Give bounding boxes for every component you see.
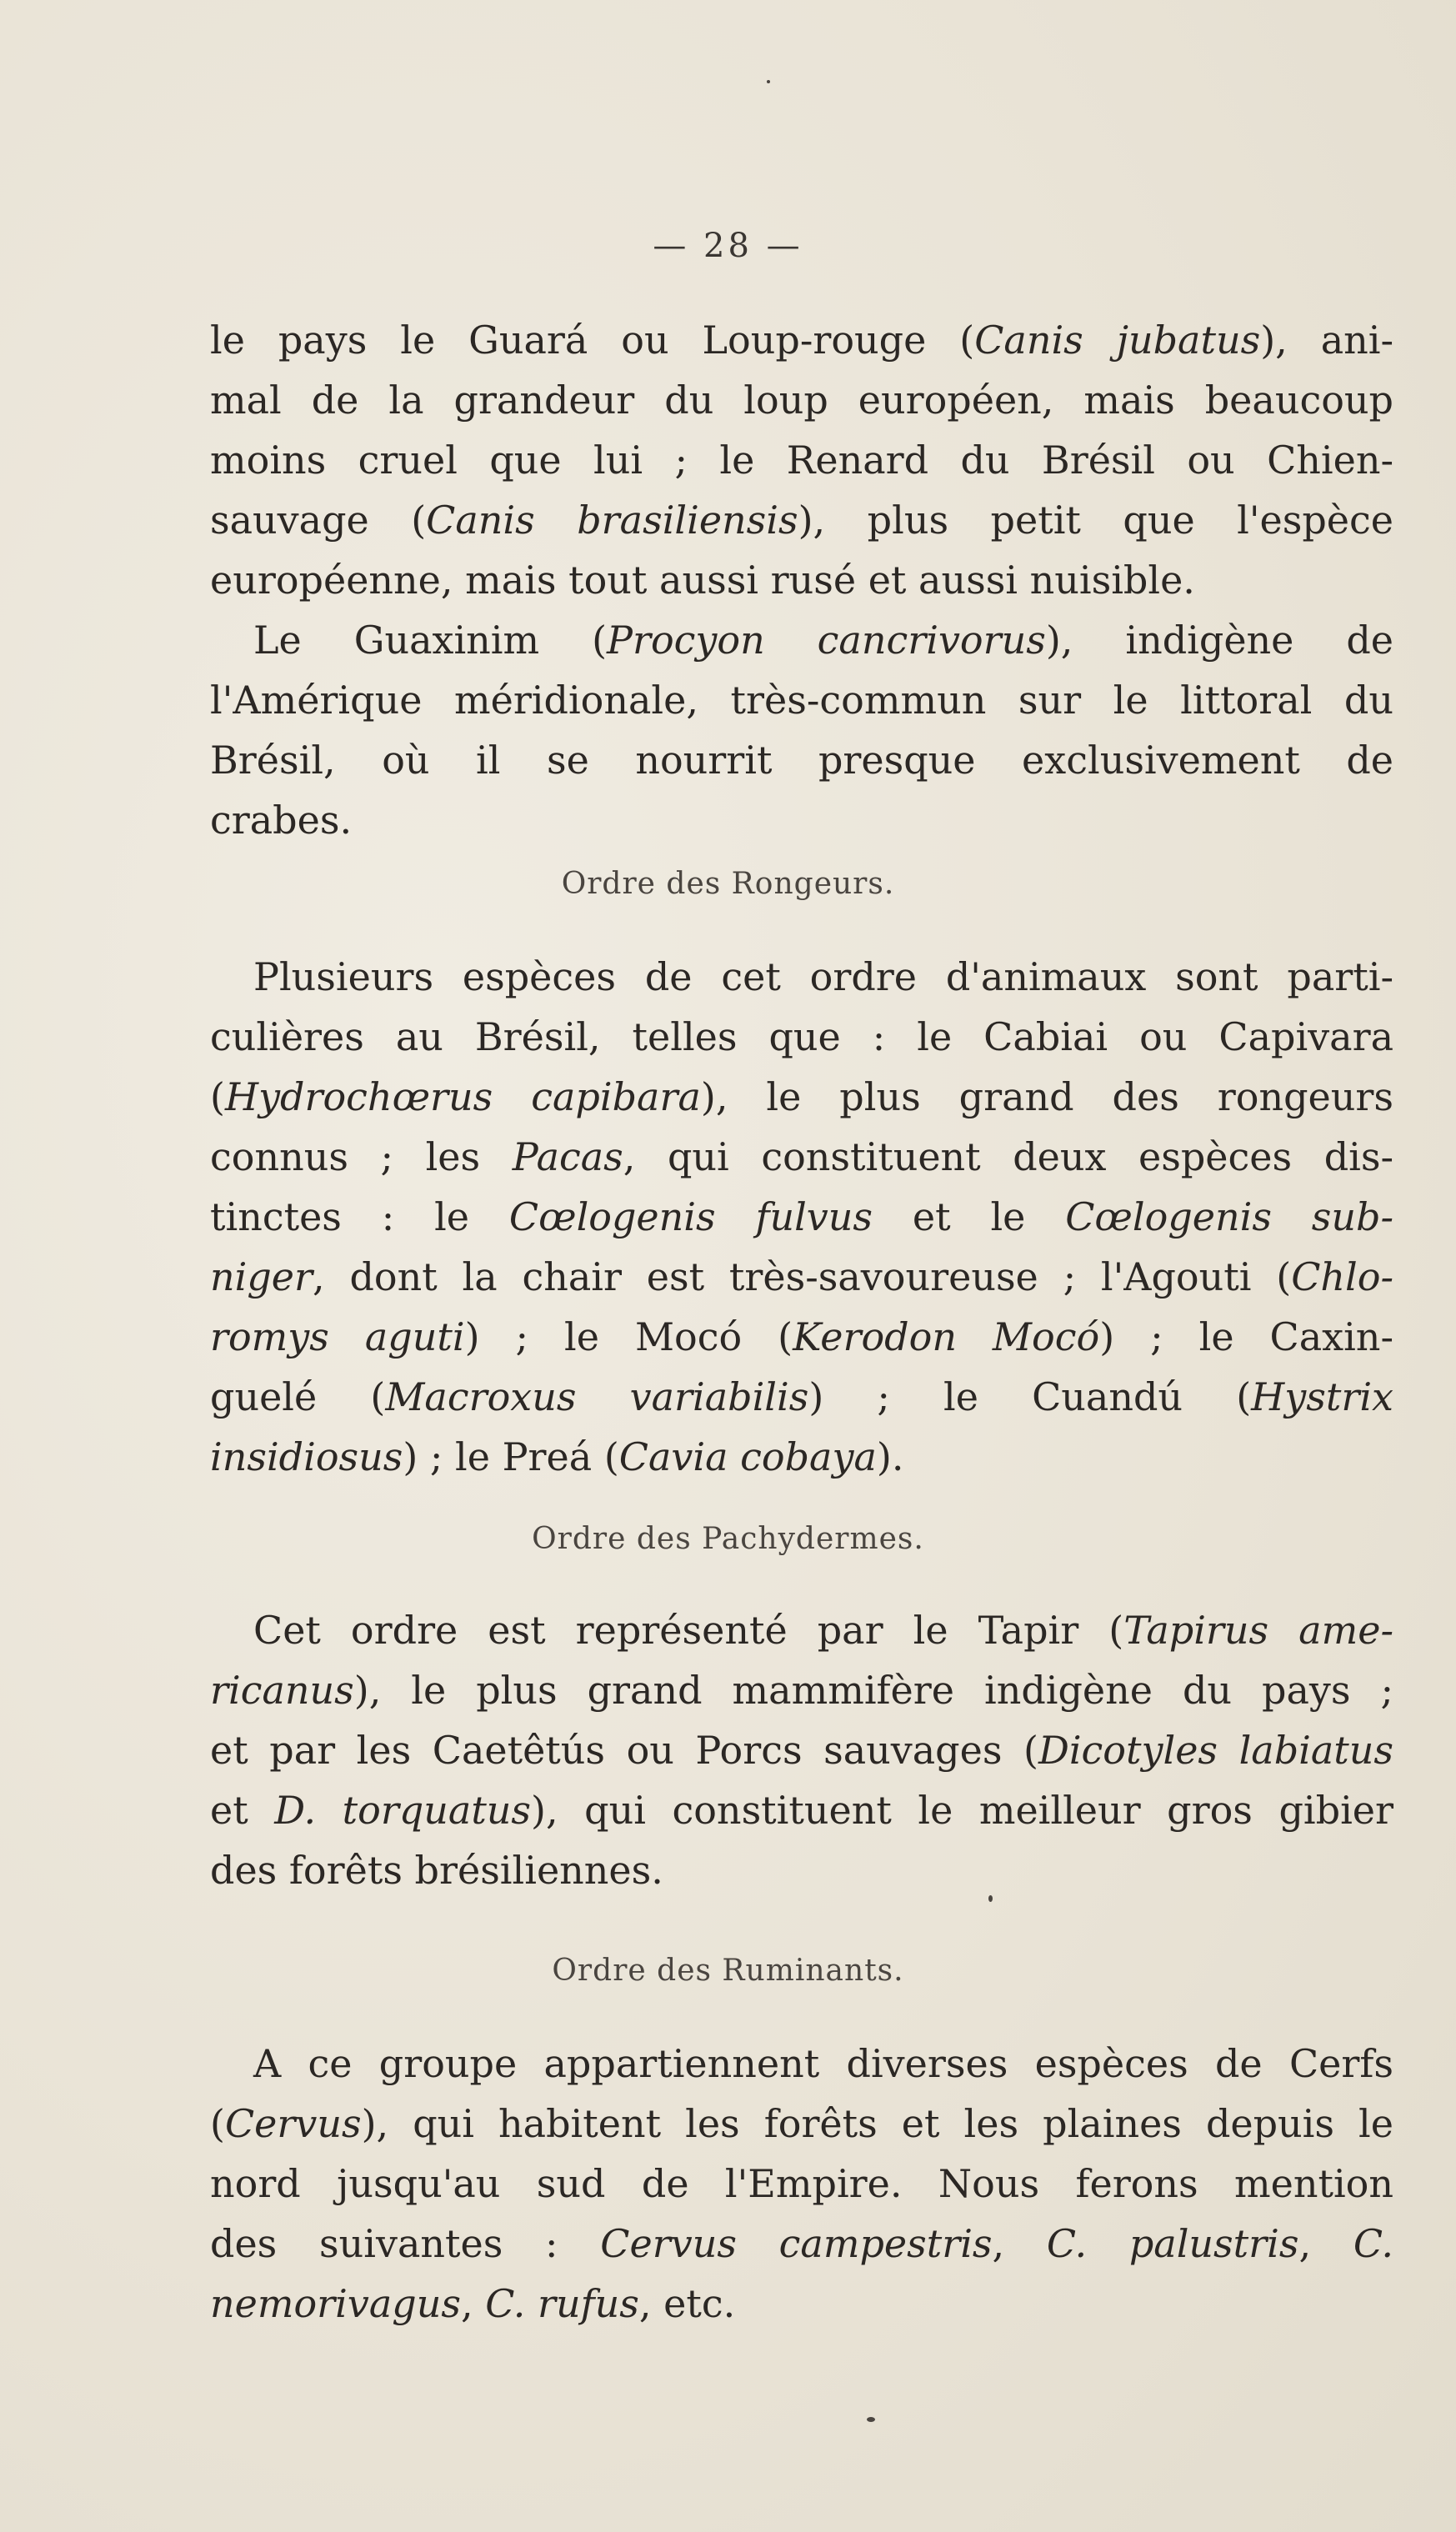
text-line: nemorivagus, C. rufus, etc.: [210, 2281, 736, 2326]
species-name: Cervus campestris: [600, 2221, 993, 2266]
text-line: Brésil, où il se nourrit presque exclusivement de: [210, 738, 1393, 783]
text-line: des suivantes : Cervus campestris, C. palustris, C.: [210, 2221, 1394, 2266]
paragraph-3: [210, 947, 1393, 1487]
text-line: guelé (Macroxus variabilis) ; le Cuandú (Hystrix: [210, 1374, 1393, 1419]
text-line: moins cruel que lui ; le Renard du Brésil ou Chien-: [210, 438, 1393, 483]
species-name: ricanus: [210, 1668, 354, 1713]
text-line: crabes.: [210, 798, 353, 843]
text-line: Cet ordre est représenté par le Tapir (Tapirus ame-: [253, 1608, 1393, 1653]
section-heading-ruminants: Ordre des Ruminants.: [552, 1954, 904, 1988]
paper-speck: [867, 2417, 875, 2422]
species-name: insidiosus: [210, 1434, 403, 1479]
text-line: (Hydrochœrus capibara), le plus grand des rongeurs: [210, 1074, 1393, 1119]
text-line: Le Guaxinim (Procyon cancrivorus), indigène de: [253, 618, 1393, 663]
species-name: Hydrochœrus capibara: [224, 1074, 701, 1119]
species-name: C.: [1353, 2221, 1394, 2266]
text-line: sauvage (Canis brasiliensis), plus petit que l'espèce: [210, 498, 1393, 543]
text-line: européenne, mais tout aussi rusé et aussi nuisible.: [210, 558, 1195, 603]
text-line: romys aguti) ; le Mocó (Kerodon Mocó) ; le Caxin-: [210, 1314, 1393, 1359]
species-name: Cervus: [224, 2101, 362, 2146]
text-line: A ce groupe appartiennent diverses espèces de Cerfs: [253, 2041, 1393, 2086]
section-heading-pachydermes: Ordre des Pachydermes.: [532, 1522, 924, 1556]
paragraph-4: [210, 1600, 1393, 1900]
species-name: romys aguti: [210, 1314, 465, 1359]
text-line: l'Amérique méridionale, très-commun sur le littoral du: [210, 678, 1393, 723]
paragraph-2: [210, 610, 1393, 850]
text-line: connus ; les Pacas, qui constituent deux espèces dis-: [210, 1134, 1393, 1179]
text-line: (Cervus), qui habitent les forêts et les plaines depuis le: [210, 2101, 1393, 2146]
paper-speck: [767, 80, 770, 83]
species-name: Cœlogenis fulvus: [508, 1194, 873, 1239]
species-name: Macroxus variabilis: [385, 1374, 809, 1419]
text-line: des forêts brésiliennes.: [210, 1848, 663, 1893]
text-line: Plusieurs espèces de cet ordre d'animaux sont parti-: [253, 954, 1393, 999]
species-name: Canis brasiliensis: [426, 498, 798, 543]
text-line: nord jusqu'au sud de l'Empire. Nous ferons mention: [210, 2161, 1393, 2206]
text-line: ricanus), le plus grand mammifère indigène du pays ;: [210, 1668, 1393, 1713]
species-name: Dicotyles labiatus: [1038, 1728, 1393, 1773]
text-line: insidiosus) ; le Preá (Cavia cobaya).: [210, 1434, 904, 1479]
species-name: Cavia cobaya: [618, 1434, 877, 1479]
text-line: et par les Caetêtús ou Porcs sauvages (Dicotyles labiatus: [210, 1728, 1393, 1773]
text-line: le pays le Guará ou Loup-rouge (Canis jubatus), ani-: [210, 318, 1394, 363]
text-line: mal de la grandeur du loup européen, mais beaucoup: [210, 378, 1393, 423]
section-heading-rongeurs: Ordre des Rongeurs.: [561, 867, 895, 901]
text-line: culières au Brésil, telles que : le Cabiai ou Capivara: [210, 1014, 1393, 1059]
species-name: D. torquatus: [274, 1788, 532, 1833]
species-name: Kerodon Mocó: [793, 1314, 1100, 1359]
text-line: tinctes : le Cœlogenis fulvus et le Cœlogenis sub-: [210, 1194, 1394, 1239]
paper-speck: [988, 1895, 993, 1902]
text-line: niger, dont la chair est très-savoureuse ; l'Agouti (Chlo-: [210, 1254, 1393, 1299]
text-line: et D. torquatus), qui constituent le meilleur gros gibier: [210, 1788, 1393, 1833]
page-number: — 28 —: [653, 227, 803, 265]
species-name: Cœlogenis sub-: [1065, 1194, 1394, 1239]
species-name: Canis jubatus: [974, 318, 1261, 363]
species-name: niger: [210, 1254, 313, 1299]
species-name: Pacas: [512, 1134, 623, 1179]
species-name: C. rufus: [485, 2281, 639, 2326]
species-name: Tapirus ame-: [1123, 1608, 1393, 1653]
species-name: Procyon cancrivorus: [607, 618, 1046, 663]
species-name: nemorivagus: [210, 2281, 461, 2326]
paragraph-1: [210, 310, 1393, 610]
species-name: Hystrix: [1251, 1374, 1393, 1419]
species-name: C. palustris: [1046, 2221, 1299, 2266]
species-name: Chlo-: [1291, 1254, 1393, 1299]
paragraph-5: [210, 2034, 1393, 2334]
